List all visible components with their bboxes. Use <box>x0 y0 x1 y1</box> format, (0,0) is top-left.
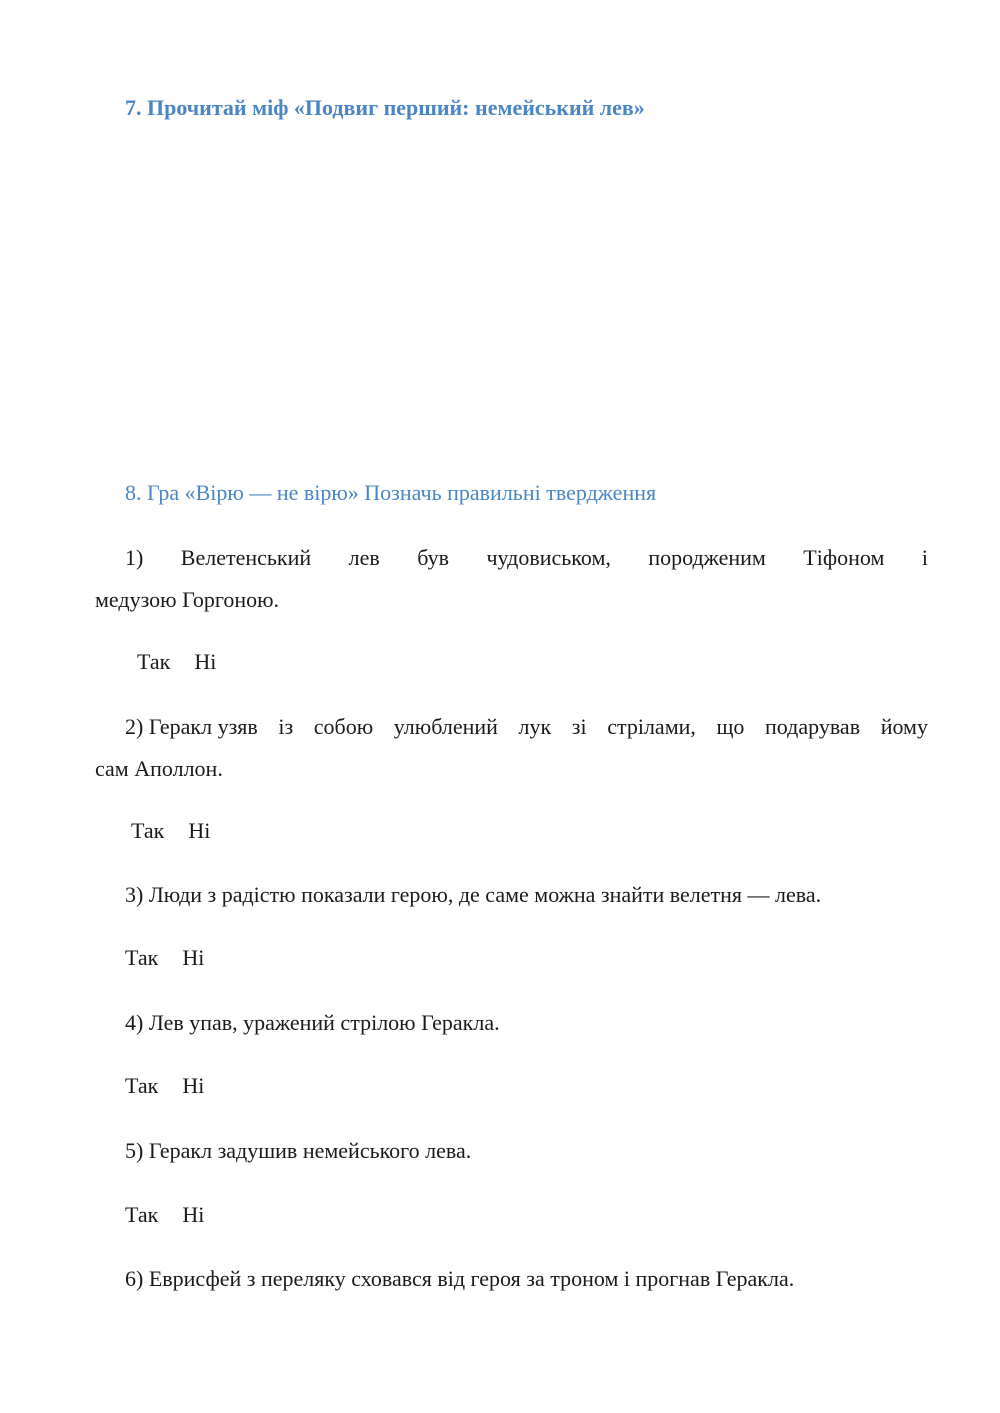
statement-1-word: лев <box>348 545 380 570</box>
statement-1-line-1 <box>125 545 928 571</box>
statement-2-word: лук <box>518 714 552 739</box>
statement-1-yes-option[interactable]: Так <box>137 649 171 674</box>
statement-1-word: Велетенський <box>180 545 312 570</box>
statement-1-word: Тіфоном <box>803 545 885 570</box>
statement-1-word: чудовиськом, <box>486 545 611 570</box>
statement-2-answers <box>131 818 210 844</box>
statement-2-line-1 <box>125 714 928 740</box>
statement-2-word: стрілами, <box>607 714 696 739</box>
statement-5-yes-option[interactable]: Так <box>125 1202 159 1227</box>
statement-2-word: 2) Геракл узяв <box>125 714 258 739</box>
statement-1-word: був <box>417 545 449 570</box>
statement-3-answers <box>125 945 204 971</box>
statement-3-yes-option[interactable]: Так <box>125 945 159 970</box>
statement-1-line-2: медузою Горгоною. <box>95 587 280 612</box>
statement-2-line-2: сам Аполлон. <box>95 756 223 781</box>
statement-1-word: і <box>921 545 928 570</box>
statement-2-word: собою <box>313 714 374 739</box>
statement-2-no-option[interactable]: Ні <box>188 818 211 843</box>
statement-1-word: породженим <box>648 545 766 570</box>
section-7-title: 7. Прочитай міф «Подвиг перший: немейський лев» <box>125 95 645 120</box>
statement-3-no-option[interactable]: Ні <box>182 945 205 970</box>
statement-2-word: зі <box>571 714 587 739</box>
statement-2-word: подарував <box>765 714 861 739</box>
statement-4-answers <box>125 1073 204 1099</box>
statement-2-word: що <box>716 714 745 739</box>
statement-2-word: улюблений <box>393 714 498 739</box>
statement-2-word: йому <box>880 714 928 739</box>
statement-5-no-option[interactable]: Ні <box>182 1202 205 1227</box>
statement-4-no-option[interactable]: Ні <box>182 1073 205 1098</box>
statement-5: 5) Геракл задушив немейського лева. <box>125 1138 472 1163</box>
statement-1-answers <box>137 649 216 675</box>
statement-2-yes-option[interactable]: Так <box>131 818 165 843</box>
statement-4: 4) Лев упав, уражений стрілою Геракла. <box>125 1010 500 1035</box>
statement-1-no-option[interactable]: Ні <box>194 649 217 674</box>
statement-1-word: 1) <box>125 545 144 570</box>
statement-3: 3) Люди з радістю показали герою, де саме можна знайти велетня — лева. <box>125 882 822 907</box>
statement-6: 6) Еврисфей з переляку сховався від героя за троном і прогнав Геракла. <box>125 1266 795 1291</box>
statement-5-answers <box>125 1202 204 1228</box>
section-8-title: 8. Гра «Вірю — не вірю» Позначь правильні твердження <box>125 480 657 505</box>
statement-4-yes-option[interactable]: Так <box>125 1073 159 1098</box>
statement-2-word: із <box>278 714 294 739</box>
